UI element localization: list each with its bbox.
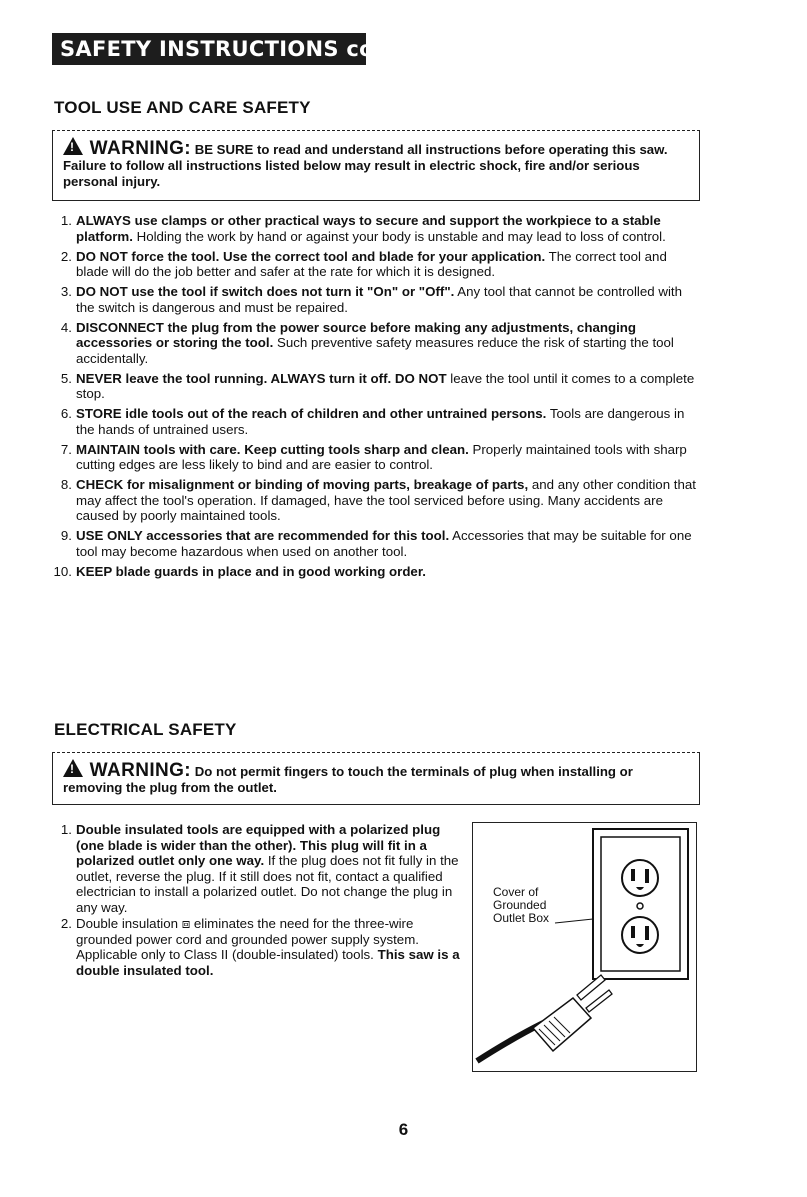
electrical-safety-list [48, 822, 468, 979]
item-number: 1. [60, 822, 72, 837]
list-item [48, 822, 468, 915]
list-item [48, 284, 703, 315]
item-number: 8. [60, 477, 72, 492]
tool-warning-box [52, 130, 700, 201]
item-number: 10. [53, 563, 72, 579]
outlet-plug-figure [472, 822, 697, 1072]
list-item [48, 442, 703, 473]
item-text: and any other condition that may affect the tool's operation. If damaged, have the tool serviced before using. Many accidents are caused by poorly maintained tools. [76, 477, 696, 523]
list-item [48, 249, 703, 280]
item-emphasis: STORE idle tools out of the reach of children and other untrained persons. [76, 406, 547, 421]
section-banner: SAFETY INSTRUCTIONS cont. [52, 33, 366, 65]
item-number: 3. [60, 284, 72, 299]
item-emphasis: DO NOT force the tool. Use the correct tool and blade for your application. [76, 248, 546, 264]
item-text: Properly maintained tools with sharp cutting edges are less likely to bind and are easier to control. [76, 441, 687, 472]
list-item [48, 528, 703, 559]
list-item [48, 564, 703, 580]
figure-label: Cover of Grounded Outlet Box [493, 885, 550, 925]
item-text: Tools are dangerous in the hands of untrained users. [76, 406, 685, 437]
warning-text: Do not permit fingers to touch the terminals of plug when installing or removing the plug from the outlet. [63, 764, 633, 795]
outlet-plug-illustration [473, 823, 696, 1071]
item-text: Such preventive safety measures reduce the risk of starting the tool accidentally. [76, 335, 674, 366]
item-text: Double insulation ⧈ eliminates the need for the three-wire grounded power cord and grounded power supply system. Applicable only to Class II (double-insulated) tools. [76, 916, 419, 962]
item-number: 6. [60, 406, 72, 421]
list-item [48, 213, 703, 244]
item-number: 2. [60, 916, 72, 931]
item-emphasis: USE ONLY accessories that are recommended for this tool. [76, 528, 450, 543]
item-emphasis: DO NOT use the tool if switch does not turn it "On" or "Off". [76, 284, 455, 299]
item-text: If the plug does not fit fully in the outlet, reverse the plug. If it still does not fit, contact a qualified electrician to install a polarized outlet. Do not change the plug in any way. [76, 853, 459, 915]
item-emphasis: NEVER leave the tool running. ALWAYS turn it off. DO NOT [76, 370, 447, 386]
list-item [48, 916, 468, 978]
list-item [48, 320, 703, 367]
item-number: 5. [60, 370, 72, 386]
list-item [48, 371, 703, 402]
warning-triangle-icon [63, 137, 83, 155]
item-number: 4. [60, 319, 72, 335]
warning-triangle-icon [63, 759, 83, 777]
item-emphasis: KEEP blade guards in place and in good working order. [76, 563, 426, 579]
item-emphasis: ALWAYS use clamps or other practical ways to secure and support the workpiece to a stable platform. [76, 213, 661, 244]
item-number: 2. [60, 248, 72, 264]
electrical-warning-box [52, 752, 700, 805]
item-number: 9. [60, 528, 72, 543]
item-number: 7. [60, 441, 72, 457]
cover-screw-icon [637, 903, 643, 909]
item-text: Any tool that cannot be controlled with the switch is dangerous and must be repaired. [76, 284, 682, 315]
item-emphasis: MAINTAIN tools with care. Keep cutting tools sharp and clean. [76, 441, 469, 457]
page-number: 6 [398, 1120, 409, 1139]
tool-use-heading: TOOL USE AND CARE SAFETY [54, 98, 311, 117]
warning-text: BE SURE to read and understand all instructions before operating this saw. Failure to follow all instructions listed below may result in electric shock, fire and/or serious personal injury. [63, 142, 668, 189]
electrical-safety-heading: ELECTRICAL SAFETY [54, 720, 237, 739]
item-emphasis: This saw is a double insulated tool. [76, 947, 460, 978]
item-text: Accessories that may be suitable for one tool may become hazardous when used on another tool. [76, 528, 692, 559]
warning-title: WARNING: [89, 760, 192, 781]
upper-receptacle-icon [622, 860, 658, 896]
item-number: 1. [60, 213, 72, 228]
item-emphasis: CHECK for misalignment or binding of moving parts, breakage of parts, [76, 477, 529, 492]
item-emphasis: DISCONNECT the plug from the power source before making any adjustments, changing accessories or storing the tool. [76, 319, 637, 350]
item-text: leave the tool until it comes to a complete stop. [76, 370, 695, 401]
tool-safety-list [48, 213, 703, 584]
warning-title: WARNING: [89, 138, 192, 159]
item-text: Holding the work by hand or against your body is unstable and may lead to loss of control. [132, 228, 666, 244]
list-item [48, 406, 703, 437]
item-emphasis: Double insulated tools are equipped with a polarized plug (one blade is wider than the other). This plug will fit in a polarized outlet only one way. [76, 822, 441, 868]
list-item [48, 477, 703, 524]
lower-receptacle-icon [622, 917, 658, 953]
item-text: The correct tool and blade will do the job better and safer at the rate for which it is designed. [76, 248, 667, 279]
